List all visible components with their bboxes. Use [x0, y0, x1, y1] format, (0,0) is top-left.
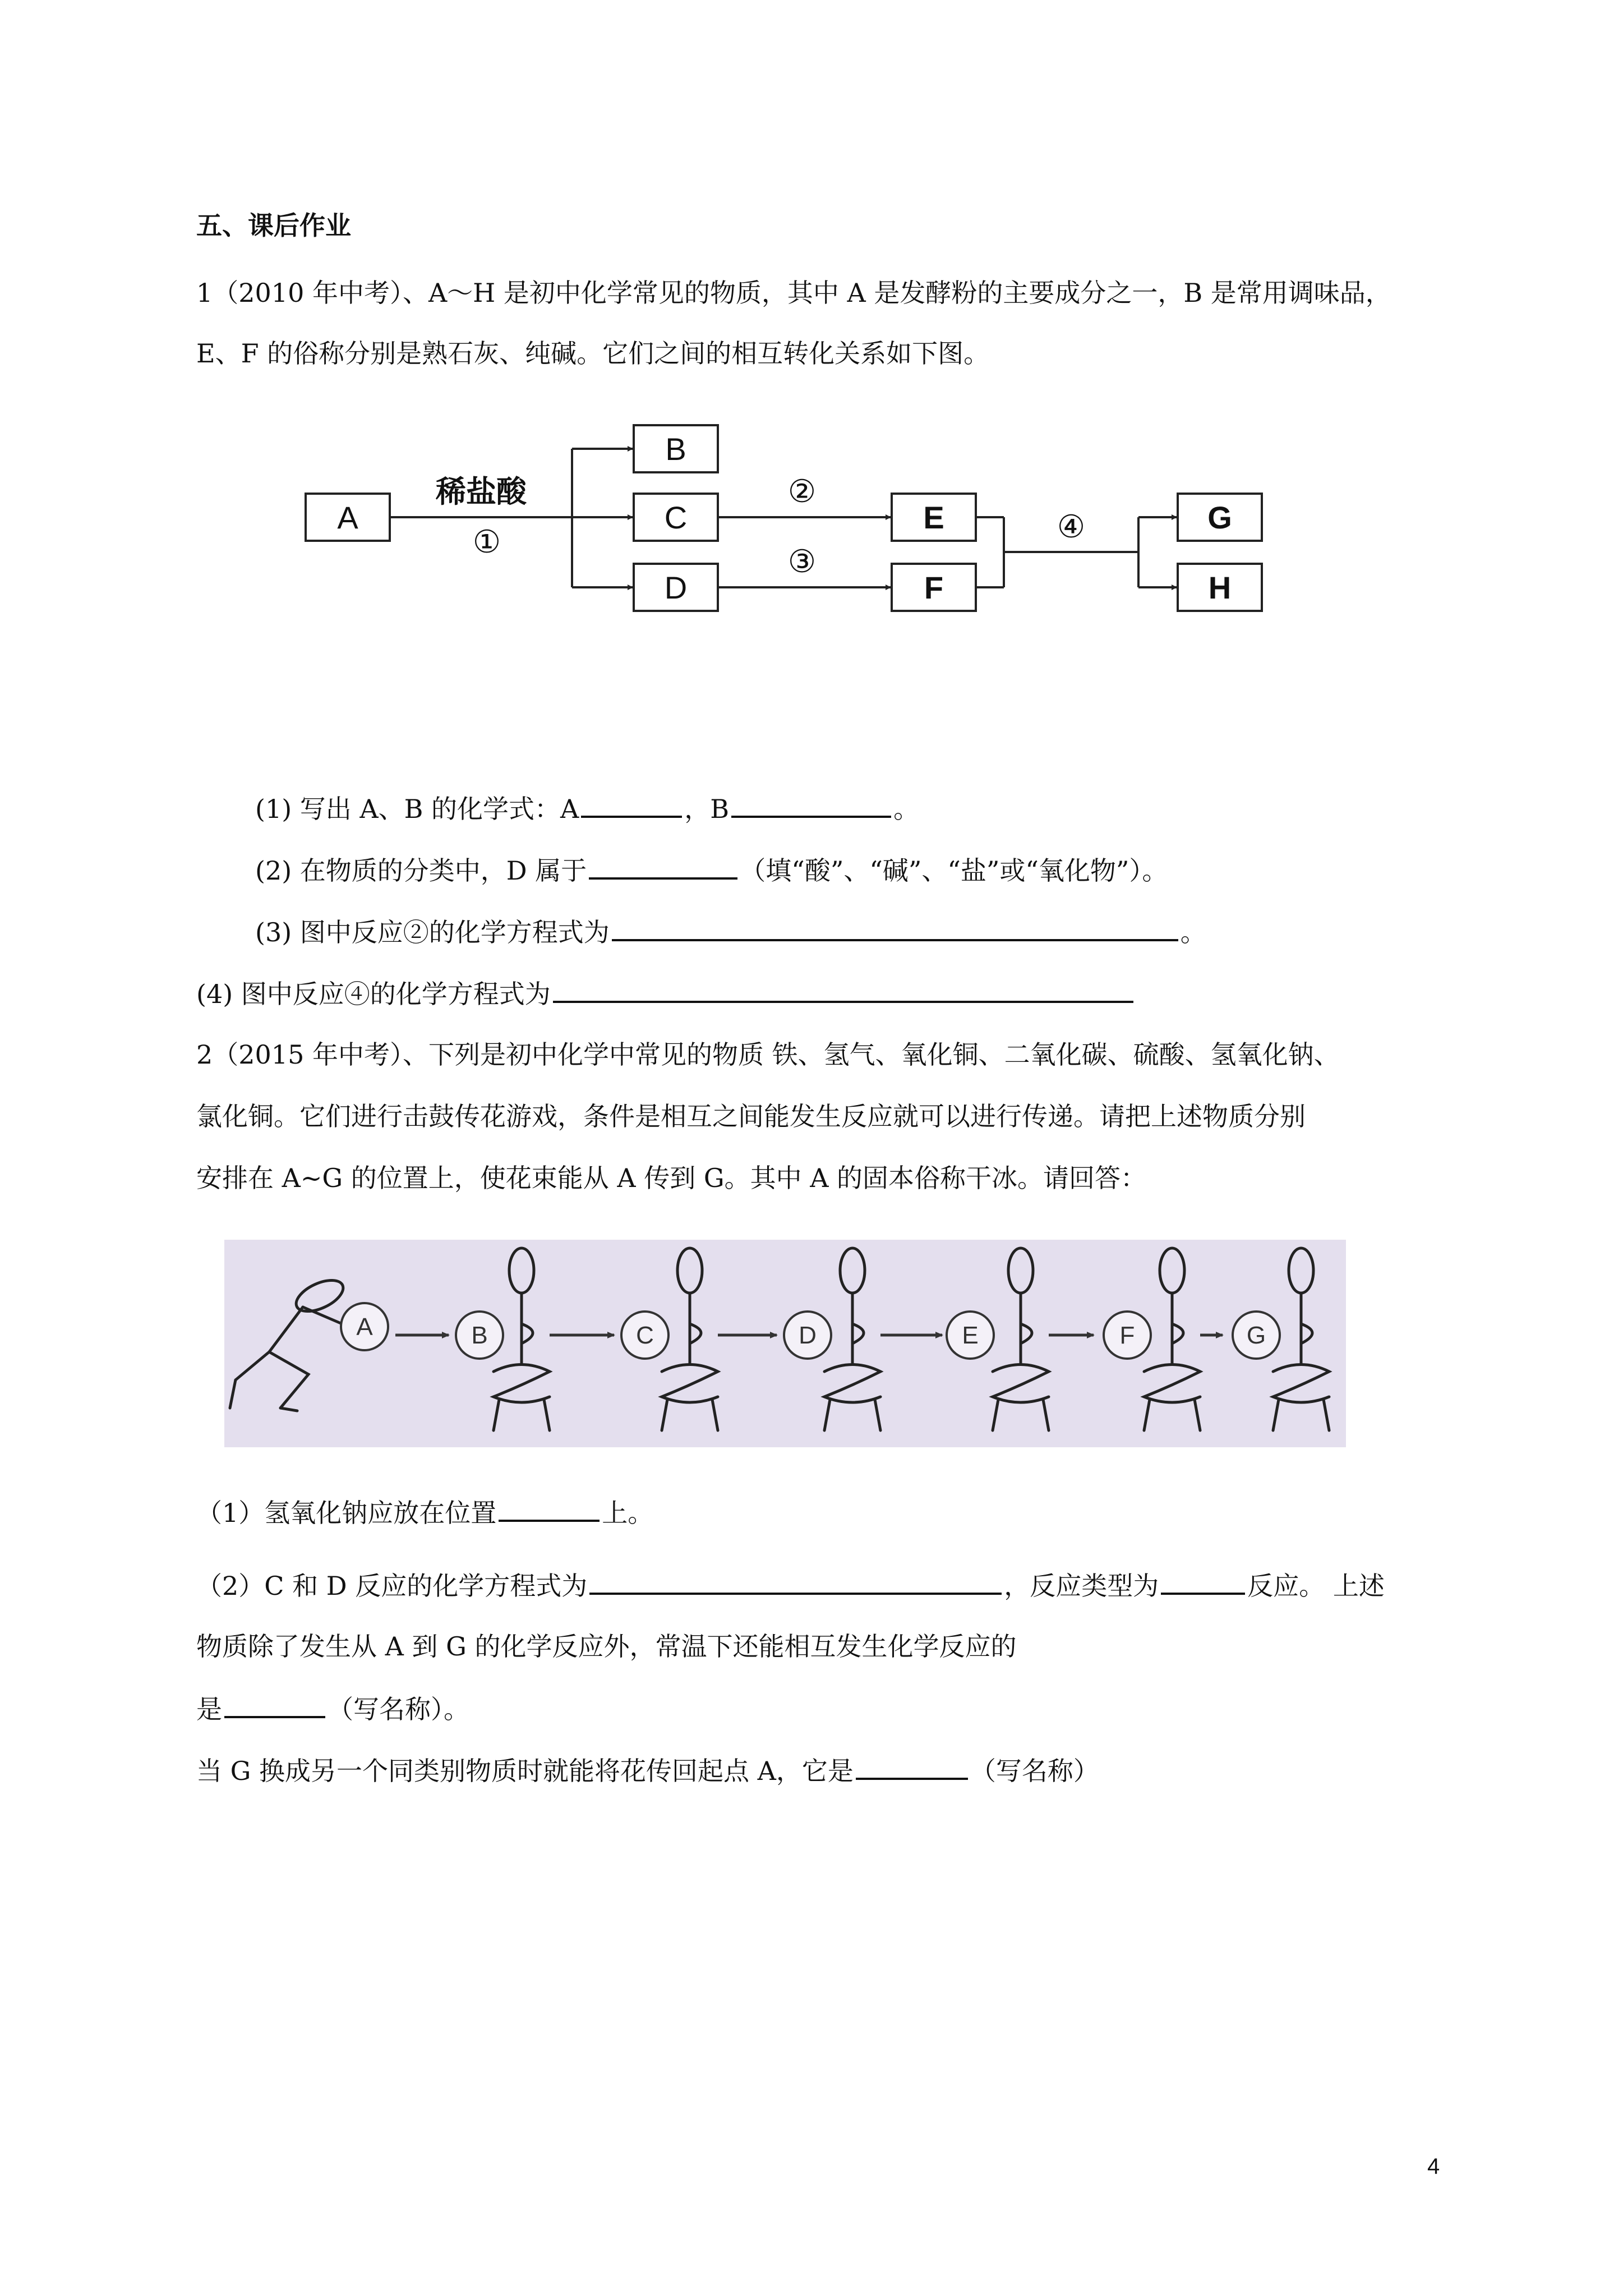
- node-label-b: B: [665, 431, 686, 467]
- q1-sub1: (1) 写出 A、B 的化学式：A ，B 。: [255, 791, 919, 826]
- seated-figure-d: [824, 1248, 880, 1430]
- q2-sub2: （2）C 和 D 反应的化学方程式为 ，反应类型为 反应。 上述: [196, 1568, 1385, 1603]
- position-label-g: G: [1246, 1322, 1266, 1349]
- answer-blank-d-class[interactable]: [589, 853, 737, 880]
- q1-sub2: (2) 在物质的分类中，D 属于 （填“酸”、“碱”、“盐”或“氧化物”）。: [255, 853, 1168, 887]
- answer-blank-eq2[interactable]: [612, 914, 1178, 941]
- section-title: 五、课后作业: [196, 210, 351, 241]
- node-label-d: D: [664, 570, 688, 605]
- page-number: 4: [1427, 2154, 1440, 2179]
- seated-figure-c: [662, 1248, 718, 1430]
- node-label-h: H: [1208, 570, 1232, 605]
- node-label-c: C: [664, 500, 688, 535]
- q2-sub3: 当 G 换成另一个同类别物质时就能将花传回起点 A，它是 （写名称）: [196, 1753, 1099, 1788]
- answer-blank-extra-reactants[interactable]: [224, 1691, 325, 1718]
- q2-sub1: （1）氢氧化钠应放在位置 上。: [196, 1495, 653, 1530]
- node-label-f: F: [924, 570, 944, 605]
- reagent-label: 稀盐酸: [436, 475, 527, 509]
- answer-blank-naoh-position[interactable]: [499, 1495, 600, 1522]
- position-label-d: D: [799, 1322, 817, 1349]
- answer-blank-eq4[interactable]: [553, 976, 1133, 1003]
- q2-stem-line1: 2（2015 年中考）、下列是初中化学中常见的物质 铁、氢气、氧化铜、二氧化碳、硫酸、氢氧化钠、: [196, 1039, 1340, 1070]
- step-label-4: ④: [1057, 509, 1086, 544]
- seated-figure-g: [1273, 1248, 1329, 1430]
- step-label-1: ①: [472, 524, 501, 559]
- q1-sub3: (3) 图中反应②的化学方程式为 。: [255, 914, 1206, 949]
- q2-sub2-line3: 是 （写名称）。: [196, 1691, 469, 1726]
- position-label-a: A: [356, 1313, 373, 1341]
- node-label-g: G: [1207, 500, 1232, 535]
- position-label-b: B: [471, 1322, 488, 1349]
- q2-stem-line2: 氯化铜。它们进行击鼓传花游戏，条件是相互之间能发生反应就可以进行传递。请把上述物质分别: [196, 1101, 1306, 1131]
- q2-stem-line3: 安排在 A~G 的位置上，使花束能从 A 传到 G。其中 A 的固本俗称干冰。请回答：: [196, 1163, 1147, 1193]
- step-label-3: ③: [787, 544, 817, 579]
- starting-figure: [230, 1274, 348, 1411]
- q1-stem-line2: E、F 的俗称分别是熟石灰、纯碱。它们之间的相互转化关系如下图。: [196, 338, 990, 369]
- answer-blank-b[interactable]: [731, 791, 891, 818]
- answer-blank-replacement-g[interactable]: [856, 1753, 968, 1780]
- answer-blank-a[interactable]: [581, 791, 682, 818]
- position-label-f: F: [1119, 1322, 1135, 1349]
- flower-passing-game-illustration: [224, 1240, 1346, 1447]
- answer-blank-reaction-type[interactable]: [1161, 1568, 1245, 1595]
- step-label-2: ②: [787, 473, 817, 509]
- q2-sub2-line2: 物质除了发生从 A 到 G 的化学反应外，常温下还能相互发生化学反应的: [196, 1631, 1017, 1662]
- node-label-e: E: [923, 500, 944, 535]
- q1-sub4: (4) 图中反应④的化学方程式为: [196, 976, 1136, 1011]
- answer-blank-cd-equation[interactable]: [589, 1568, 1002, 1595]
- q1-reaction-flow-diagram: [0, 0, 1623, 645]
- node-label-a: A: [337, 500, 358, 535]
- seated-figure-f: [1144, 1248, 1200, 1430]
- q1-stem-line1: 1（2010 年中考）、A～H 是初中化学常见的物质，其中 A 是发酵粉的主要成分之一，B 是常用调味品，: [196, 278, 1391, 308]
- position-label-e: E: [962, 1322, 979, 1349]
- position-label-c: C: [636, 1322, 654, 1349]
- seated-figure-e: [993, 1248, 1049, 1430]
